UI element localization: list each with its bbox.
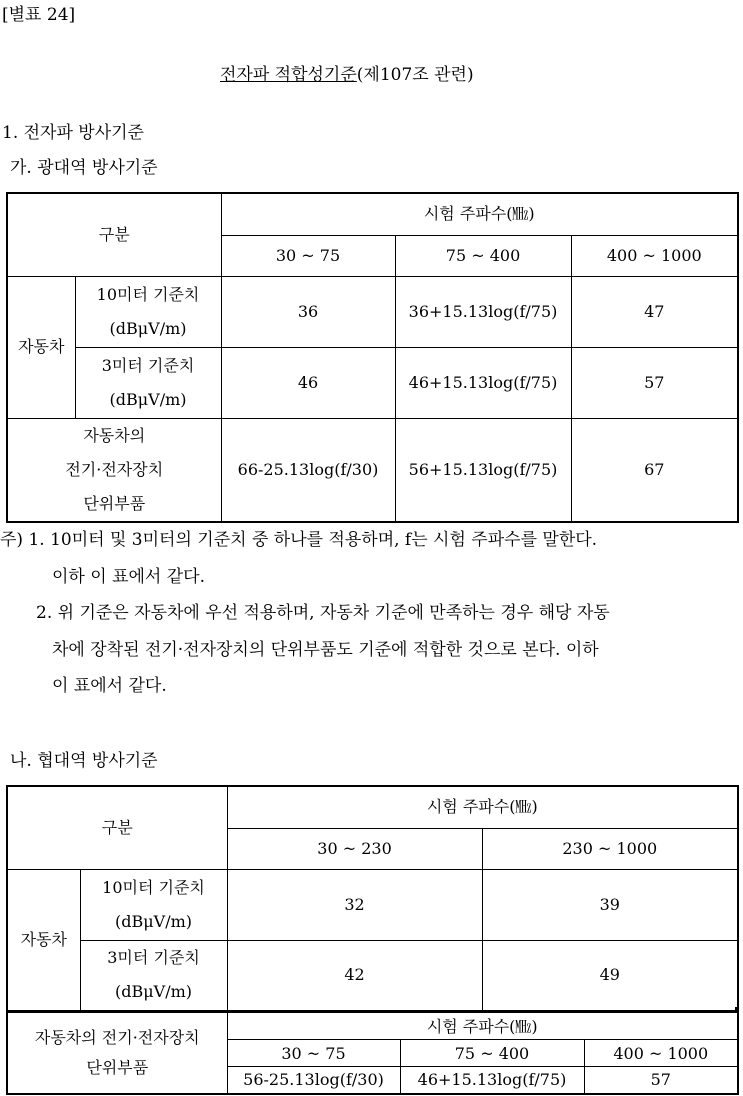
component-label-line: 단위부품 (86, 1057, 149, 1077)
note-1-line-2: 이하 이 표에서 같다. (52, 567, 205, 587)
vehicle-label: 자동차 (7, 869, 80, 1011)
value-cell: 67 (571, 418, 738, 522)
title-suffix: (제107조 관련) (356, 65, 474, 85)
row-label-10m (75, 276, 221, 347)
row-label-unit: (dBμV/m) (115, 911, 192, 931)
row-label-line: 3미터 기준치 (101, 355, 195, 375)
section-heading: 1. 전자파 방사기준 (2, 123, 144, 143)
table-divider (6, 1007, 737, 1010)
row-label-line: 3미터 기준치 (107, 948, 200, 968)
document-title (220, 60, 474, 85)
value-cell: 56-25.13log(f/30) (227, 1067, 400, 1094)
value-cell: 36 (221, 276, 395, 347)
row-label-line: 10미터 기준치 (102, 877, 205, 897)
row-label-3m (75, 347, 221, 418)
range-cell: 30 ~ 230 (227, 828, 482, 869)
component-label-line: 자동차의 (83, 425, 146, 445)
subsection-b-heading: 나. 협대역 방사기준 (10, 751, 158, 771)
broadband-table (6, 192, 739, 523)
row-label-unit: (dBμV/m) (109, 318, 187, 338)
freq-header: 시험 주파수(㎒) (227, 786, 738, 828)
col-group-header: 구분 (7, 786, 227, 869)
value-cell: 57 (571, 347, 738, 418)
title-main: 전자파 적합성기준 (220, 65, 357, 85)
note-2-line-2: 차에 장착된 전기·전자장치의 단위부품도 기준에 적합한 것으로 본다. 이하 (52, 640, 599, 660)
row-label-line: 10미터 기준치 (96, 284, 200, 304)
note-2-line-1: 2. 위 기준은 자동차에 우선 적용하며, 자동차 기준에 만족하는 경우 해당 자동 (36, 603, 610, 623)
range-cell: 30 ~ 75 (227, 1040, 400, 1067)
range-cell: 75 ~ 400 (395, 235, 571, 276)
component-label (7, 1013, 227, 1094)
value-cell: 36+15.13log(f/75) (395, 276, 571, 347)
narrowband-table (6, 785, 739, 1012)
value-cell: 46+15.13log(f/75) (395, 347, 571, 418)
range-cell: 30 ~ 75 (221, 235, 395, 276)
component-label-line: 자동차의 전기·전자장치 (34, 1027, 200, 1047)
row-label-3m (80, 940, 227, 1011)
component-label-line: 단위부품 (83, 493, 146, 513)
value-cell: 57 (584, 1067, 738, 1094)
row-label-unit: (dBμV/m) (109, 389, 187, 409)
vehicle-label: 자동차 (7, 276, 75, 418)
freq-header: 시험 주파수(㎒) (221, 193, 738, 235)
note-1-line-1: 주) 1. 10미터 및 3미터의 기준치 중 하나를 적용하며, f는 시험 주파수를 말한다. (0, 530, 598, 550)
value-cell: 56+15.13log(f/75) (395, 418, 571, 522)
range-cell: 230 ~ 1000 (482, 828, 738, 869)
subsection-a-heading: 가. 광대역 방사기준 (10, 158, 158, 178)
note-2-line-3: 이 표에서 같다. (52, 676, 167, 696)
value-cell: 32 (227, 869, 482, 940)
value-cell: 46 (221, 347, 395, 418)
value-cell: 49 (482, 940, 738, 1011)
range-cell: 75 ~ 400 (400, 1040, 584, 1067)
range-cell: 400 ~ 1000 (571, 235, 738, 276)
value-cell: 42 (227, 940, 482, 1011)
value-cell: 39 (482, 869, 738, 940)
component-label-line: 전기·전자장치 (65, 459, 164, 479)
value-cell: 47 (571, 276, 738, 347)
range-cell: 400 ~ 1000 (584, 1040, 738, 1067)
value-cell: 46+15.13log(f/75) (400, 1067, 584, 1094)
component-narrowband-table (6, 1012, 739, 1095)
row-label-unit: (dBμV/m) (115, 982, 192, 1002)
value-cell: 66-25.13log(f/30) (221, 418, 395, 522)
header-tag: [별표 24] (2, 5, 76, 25)
freq-header: 시험 주파수(㎒) (227, 1013, 738, 1040)
component-label (7, 418, 221, 522)
row-label-10m (80, 869, 227, 940)
col-group-header: 구분 (7, 193, 221, 276)
